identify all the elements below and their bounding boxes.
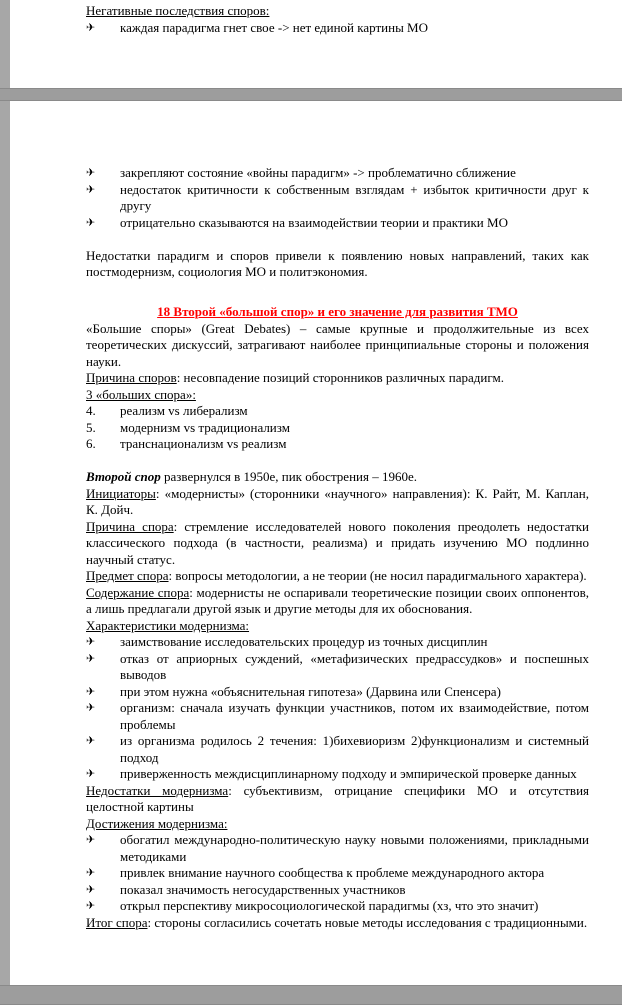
numbered-list-item [86,420,589,437]
paragraph-label: Причина спора [86,518,174,534]
list-number: 6. [86,436,96,451]
airplane-bullet-icon: ✈ [86,635,96,648]
paragraph-lead-bold-italic: Второй спор [86,469,161,484]
paragraph-nedostatki-paradigm: Недостатки парадигм и споров привели к появлению новых направлений, таких как постмодернизм, социология МО и политэкономия. [86,247,589,279]
paragraph-vtoroy-spor [86,469,589,486]
paragraph-text: : стремление исследователей нового поколения преодолеть недостатки классического подхода (в частности, реализма) и придать изучению МО подлинно научный статус. [86,518,589,567]
blank-line [86,231,589,248]
list-number: 5. [86,419,96,435]
bullet-text: закрепляют состояние «войны парадигм» -> проблематично сближение [120,165,516,180]
section-heading-negative-consequences [86,3,589,20]
list-item [86,832,589,865]
list-item [86,766,589,783]
paragraph-prichina-sporov [86,370,589,387]
airplane-bullet-icon: ✈ [86,215,96,229]
paragraph-soderzhanie-spora [86,585,589,618]
list-item [86,215,589,232]
subheading-three-debates [86,387,589,404]
list-item [86,882,589,899]
paragraph-text: : модернисты не оспаривали теоретические позиции своих оппонентов, а лишь предлагали другой язык и другие методы для их обоснования. [86,584,589,616]
paragraph-text: : несовпадение позиций сторонников различных парадигм. [176,370,504,385]
subheading-kharakteristiki-modernizma [86,618,589,635]
bullet-text: отрицательно сказываются на взаимодействии теории и практики МО [120,214,508,230]
airplane-bullet-icon: ✈ [86,651,96,665]
paragraph-label: Итог спора [86,914,148,930]
numbered-item-text: транснационализм vs реализм [120,436,287,451]
paragraph-prichina-spora [86,519,589,569]
underlined-heading-text: Характеристики модернизма: [86,617,250,633]
paragraph-label: Недостатки модернизма [86,782,229,798]
numbered-item-text: модернизм vs традиционализм [120,419,290,435]
bullet-text: организм: сначала изучать функции участников, потом их взаимодействие, потом проблемы [120,700,589,732]
bullet-text: каждая парадигма гнет свое -> нет единой картины МО [120,19,429,35]
paragraph-text: : стороны согласились сочетать новые методы исследования с традиционными. [147,914,588,930]
list-item [86,651,589,684]
paragraph-text: : вопросы методологии, а не теории (не носил парадигмального характера). [168,568,587,583]
list-item [86,865,589,882]
list-item [86,165,589,182]
paragraph-bolshie-spory: «Большие споры» (Great Debates) – самые крупные и продолжительные из всех теоретических дискуссий, затрагивают наиболее принципиальные стороны и положения науки. [86,320,589,369]
list-item [86,733,589,766]
underlined-heading-text: 3 «больших спора»: [86,386,196,402]
airplane-bullet-icon: ✈ [86,882,96,896]
numbered-list-item [86,436,589,453]
list-item [86,684,589,701]
airplane-bullet-icon: ✈ [86,20,96,34]
bullet-text: из организма родилось 2 течения: 1)бихевиоризм 2)функционализм и системный подход [120,733,589,765]
page-break-separator [0,88,622,101]
list-number: 4. [86,403,96,418]
subheading-dostizheniya-modernizma [86,816,589,833]
bullet-text: при этом нужна «объяснительная гипотеза» (Дарвина или Спенсера) [120,683,501,699]
list-item [86,20,589,37]
airplane-bullet-icon: ✈ [86,166,96,179]
bullet-text: приверженность междисциплинарному подходу и эмпирической проверке данных [120,766,577,781]
bullet-text: заимствование исследовательских процедур из точных дисциплин [120,634,488,649]
list-item [86,898,589,915]
airplane-bullet-icon: ✈ [86,734,96,747]
airplane-bullet-icon: ✈ [86,701,96,714]
paragraph-label: Причина споров [86,370,177,385]
paragraph-text: : субъективизм, отрицание специфики МО и отсутствия целостной картины [86,782,590,814]
section-heading-second-great-debate: 18 Второй «большой спор» и его значение для развития ТМО [157,304,518,319]
airplane-bullet-icon: ✈ [86,866,96,879]
paragraph-predmet-spora [86,568,589,585]
page-break-separator [0,985,622,1005]
page-2 [10,101,622,985]
list-item [86,182,589,215]
underlined-heading-text: Достижения модернизма: [86,815,228,831]
numbered-list-item [86,403,589,420]
airplane-bullet-icon: ✈ [86,767,96,780]
bullet-text: отказ от априорных суждений, «метафизических предрассудков» и поспешных выводов [120,650,589,682]
airplane-bullet-icon: ✈ [86,182,96,196]
blank-line [86,453,589,470]
paragraph-label: Содержание спора [86,584,190,600]
airplane-bullet-icon: ✈ [86,899,96,912]
underlined-heading-text: Негативные последствия споров: [86,3,270,18]
list-item [86,634,589,651]
paragraph-text: развернулся в 1950е, пик обострения – 1960е. [160,469,417,484]
paragraph-label: Инициаторы [86,485,156,501]
airplane-bullet-icon: ✈ [86,684,96,698]
bullet-text: показал значимость негосударственных участников [120,881,406,897]
page-1-bottom [10,0,622,88]
paragraph-initiatory [86,486,589,519]
bullet-text: обогатил международно-политическую науку новыми положениями, прикладными методиками [120,832,589,864]
list-item [86,700,589,733]
numbered-item-text: реализм vs либерализм [120,403,248,418]
airplane-bullet-icon: ✈ [86,833,96,846]
bullet-text: недостаток критичности к собственным взглядам + избыток критичности друг к другу [120,181,589,213]
paragraph-text: : «модернисты» (сторонники «научного» направления): К. Райт, М. Каплан, К. Дойч. [86,485,589,517]
paragraph-itog-spora [86,915,589,932]
paragraph-nedostatki-modernizma [86,783,589,816]
blank-line [86,281,589,298]
bullet-text: открыл перспективу микросоциологической парадигмы (хз, что это значит) [120,898,539,913]
bullet-text: привлек внимание научного сообщества к проблеме международного актора [120,865,545,880]
paragraph-label: Предмет спора [86,568,169,583]
